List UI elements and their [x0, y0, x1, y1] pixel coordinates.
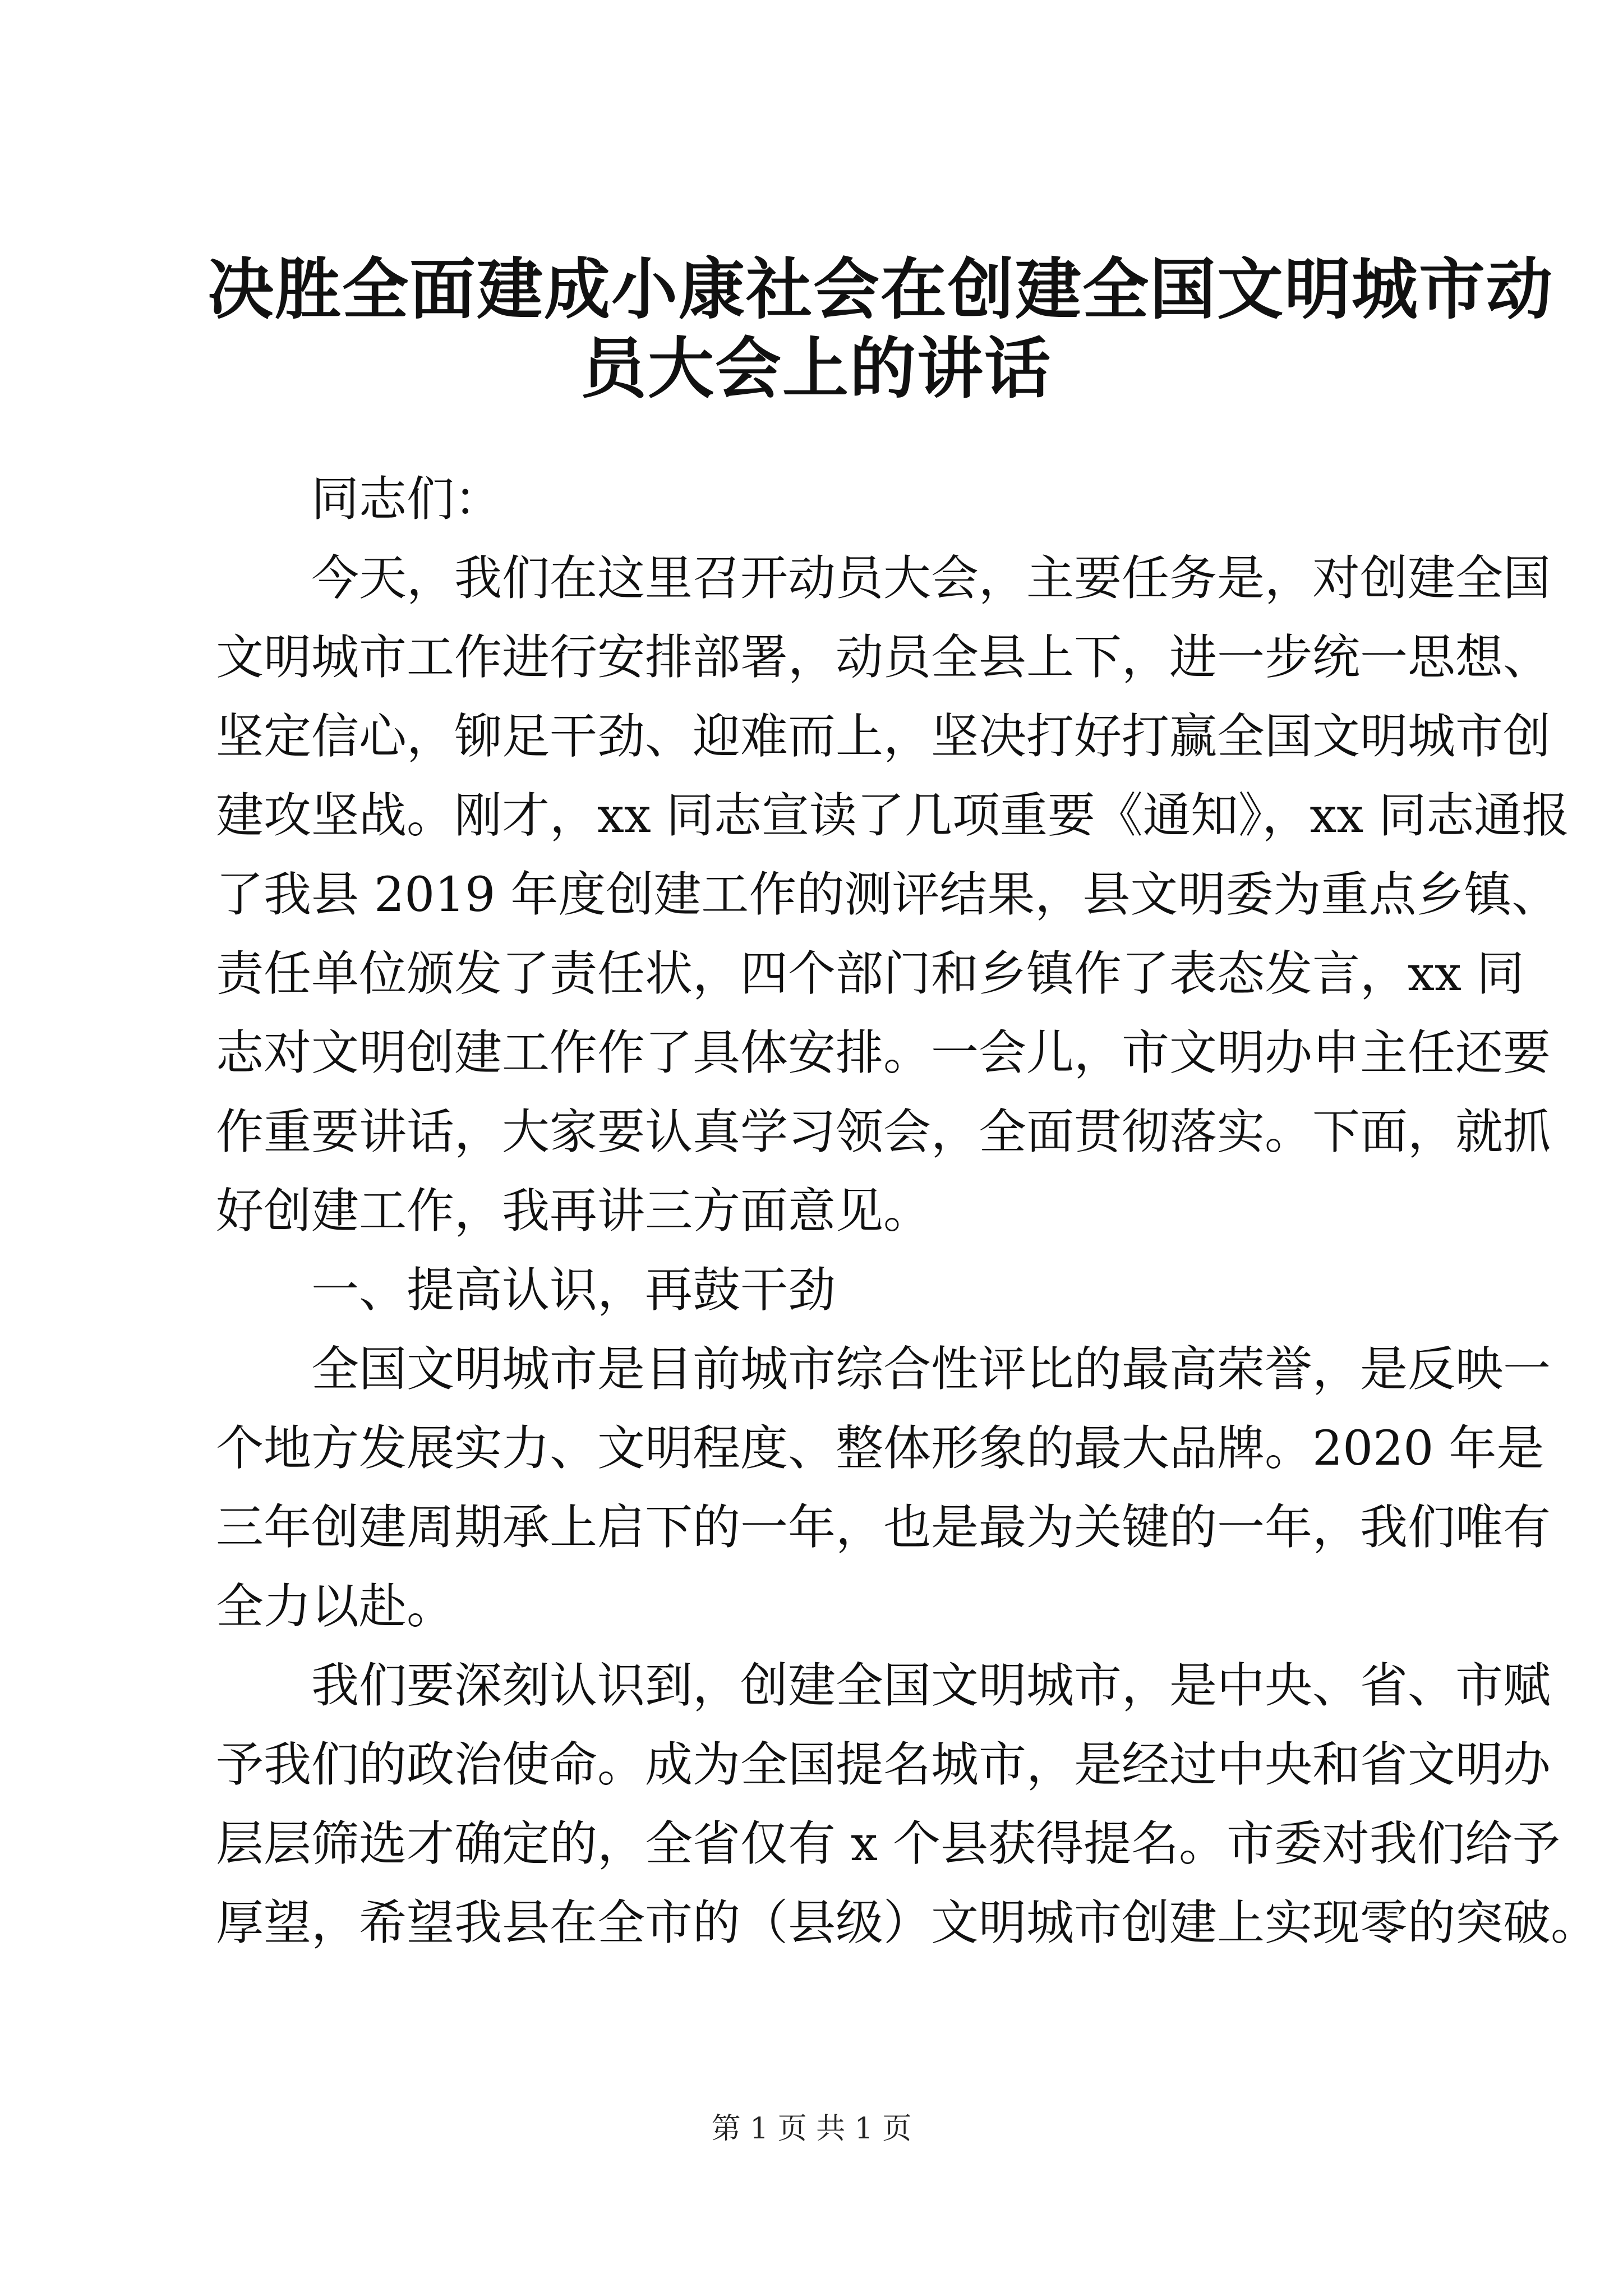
paragraph-line: 了我县 2019 年度创建工作的测评结果，县文明委为重点乡镇、	[216, 867, 1560, 923]
title-line-2: 员大会上的讲话	[580, 329, 1052, 407]
page-footer: 第 1 页 共 1 页	[711, 2112, 912, 2146]
paragraph-line: 文明城市工作进行安排部署，动员全县上下，进一步统一思想、	[216, 630, 1551, 685]
document-body	[216, 460, 1599, 1963]
paragraph-line: 坚定信心，铆足干劲、迎难而上，坚决打好打赢全国文明城市创	[216, 709, 1551, 765]
paragraph-line: 好创建工作，我再讲三方面意见。	[216, 1184, 932, 1239]
salutation: 同志们：	[311, 472, 502, 527]
paragraph-line: 全国文明城市是目前城市综合性评比的最高荣誉，是反映一	[311, 1342, 1551, 1397]
paragraph-line: 个地方发展实力、文明程度、整体形象的最大品牌。2020 年是	[216, 1421, 1544, 1476]
paragraph-line: 志对文明创建工作作了具体安排。一会儿，市文明办申主任还要	[216, 1025, 1551, 1081]
section-heading: 一、提高认识，再鼓干劲	[311, 1263, 836, 1318]
document-title	[208, 247, 1554, 407]
paragraph-line: 全力以赴。	[216, 1579, 455, 1635]
title-line-1: 决胜全面建成小康社会在创建全国文明城市动	[208, 250, 1554, 328]
paragraph-line: 厚望，希望我县在全市的（县级）文明城市创建上实现零的突破。	[216, 1895, 1599, 1951]
paragraph-line: 三年创建周期承上启下的一年，也是最为关键的一年，我们唯有	[216, 1500, 1551, 1556]
paragraph-line: 予我们的政治使命。成为全国提名城市，是经过中央和省文明办	[216, 1737, 1551, 1793]
paragraph-line: 责任单位颁发了责任状，四个部门和乡镇作了表态发言，xx 同	[216, 946, 1524, 1002]
paragraph-line: 建攻坚战。刚才，xx 同志宣读了几项重要《通知》，xx 同志通报	[216, 788, 1570, 844]
paragraph-line: 我们要深刻认识到，创建全国文明城市，是中央、省、市赋	[311, 1658, 1551, 1714]
paragraph-line: 层层筛选才确定的，全省仅有 x 个县获得提名。市委对我们给予	[216, 1816, 1560, 1872]
paragraph-line: 作重要讲话，大家要认真学习领会，全面贯彻落实。下面，就抓	[216, 1105, 1551, 1160]
paragraph-line: 今天，我们在这里召开动员大会，主要任务是，对创建全国	[311, 551, 1551, 606]
